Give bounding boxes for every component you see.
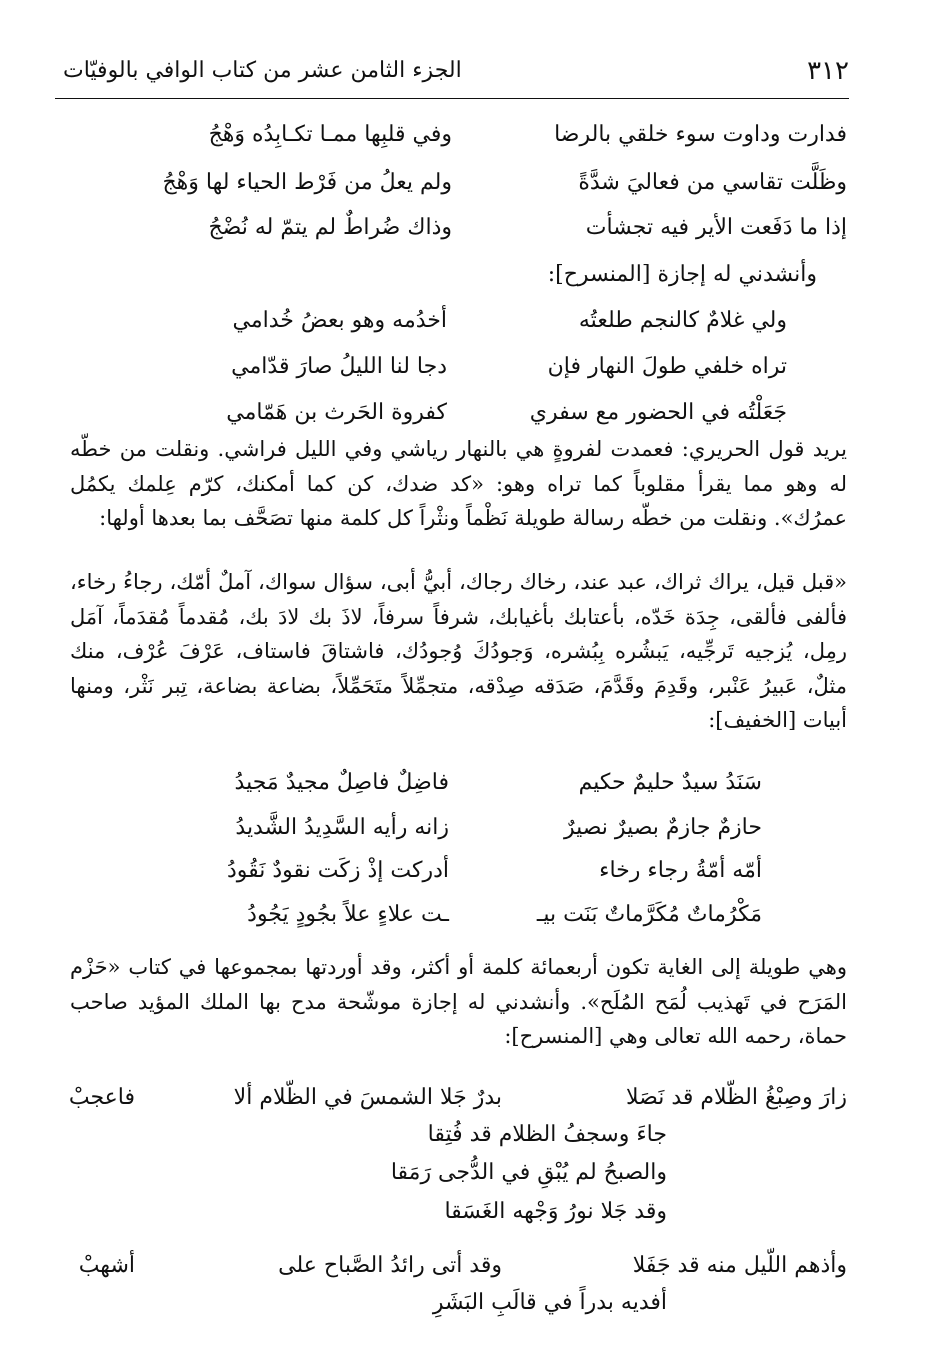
verse-second-hemistich: زانه رأيه السَّدِيدُ الشَّديدُ [235,815,449,840]
verse-part: بدرٌ جَلا الشمسَ في الظّلام ألا [233,1085,502,1110]
verse-line [87,170,847,204]
verse-line [87,122,847,156]
muwashshah-line [67,1085,847,1119]
verse-first-hemistich: حازمٌ جازمٌ بصيرٌ نصيرٌ [563,815,762,840]
verse-line [87,308,847,342]
page-header [55,48,849,99]
verse-line [87,815,847,849]
verse-first-hemistich: أمّه أمّةُ رجاء رخاء [599,858,762,883]
verse-part: أشهبْ [78,1253,135,1278]
muwashshah-subline: والصبحُ لم يُبْقِ في الدُّجى رَمَقا [390,1160,667,1185]
muwashshah-subline: وقد جَلا نورُ وَجْهه الغَسَقا [444,1199,667,1224]
verse-second-hemistich: ولم يعلُ من فَرْط الحياء لها وَهْجُ [162,170,452,195]
verse-line [87,400,847,434]
verse-second-hemistich: وفي قلبِها ممـا تكـابِدُه وَهْجُ [208,122,452,147]
verse-line [87,215,847,249]
verse-part: فاعجبْ [68,1085,135,1110]
verse-first-hemistich: إذا ما دَفَعت الأير فيه تجشأت [585,215,847,240]
verse-second-hemistich: كفروة الحَرث بن هَمّامي [226,400,447,425]
verse-line [87,770,847,804]
muwashshah-subline: جاءَ وسجفُ الظلام قد فُتِقا [427,1122,667,1147]
verse-part: زارَ وصِبْغُ الظّلام قد نَصَلا [626,1085,847,1110]
running-title: الجزء الثامن عشر من كتاب الوافي بالوفيّات [63,58,462,83]
verse-part: وقد أتى رائدُ الصَّباح على [278,1253,502,1278]
verse-first-hemistich: فدارت وداوت سوء خلقي بالرضا [554,122,847,147]
verse-first-hemistich: تراه خلفي طولَ النهار فإن [547,354,787,379]
verse-second-hemistich: وذاك ضُراطٌ لم يتمّ له نُضْجُ [208,215,452,240]
verse-line [87,902,847,936]
muwashshah-subline: أفديه بدراً في قالَبِ البَشَرِ [432,1290,667,1315]
verse-line [87,858,847,892]
paragraph: يريد قول الحريري: فعمدت لفروةٍ هي بالنهار رياشي وفي الليل فراشي. ونقلت من خطّه له وهو مما يقرأ مقلوباً كما تراه وهو: «كد ضدك، كن كما أمكنك، كرّم عِلمك يكمُل عمرُك». ونقلت من خطّه رسالة طويلة نَظْماً ونثْراً كل كلمة منها تصَحَّف بما بعدها أولها: [70,437,847,530]
verse-first-hemistich: ولي غلامٌ كالنجم طلعتُه [578,308,787,333]
page-number: ٣١٢ [807,56,849,86]
verse-part: وأذهم اللّيل منه قد جَفَلا [632,1253,847,1278]
verse-first-hemistich: جَعَلْتُه في الحضور مع سفري [529,400,787,425]
verse-first-hemistich: مَكْرُماتٌ مُكَرَّماتٌ بَنَت بيـ [536,902,762,927]
verse-second-hemistich: أخدُمه وهو بعضُ خُدامي [232,308,447,333]
paragraph: وهي طويلة إلى الغاية تكون أربعمائة كلمة أو أكثر، وقد أوردتها بمجموعها في كتاب «حَزْم المَرَح في تَهذيب لُمَح المُلَح». وأنشدني له إجازة موشّحة مدح بها الملك المؤيد صاحب حماة، رحمه الله تعالى وهي [المنسرح]: [70,955,847,1048]
verse-first-hemistich: وظَلَّت تقاسي من فعاليَ شدَّةً [578,170,847,195]
verse-second-hemistich: أدركت إذْ زكَت نقودٌ نَقُودُ [226,858,449,883]
verse-second-hemistich: فاضِلٌ فاصِلٌ مجيدٌ مَجيدُ [234,770,449,795]
paragraph: «قبل قيل، يراك ثراك، عبد عند، رخاك رجاك، أبيُّ أبى، سؤال سواك، آملٌ أمّك، رجاءُ رخاء، فألفى فألقى، جِدَة خَدّه، بأعتابك بأغيابك، شرفاً سرفاً، لاذَ بك لادَ بك، مُقدماً مُقدَماً، آمَل رمِل، يُزجيه تَرجِّيه، يَبشُره بِبُشره، وَجودُكَ وُجودُك، فاشتاقَ فاستاف، عَرْفَ عُرْف، منك مثلٌ، عَبيرُ عَنْبر، وقَدِمَ وقَدَّمَ، صَدَقه صِدْقه، متجمِّلاً متَحَمِّلاً، بضاعة بضاعة، تِبر نَثْر، ومنها أبيات [الخفيف]: [70,570,847,732]
verse-line [87,354,847,388]
intro-line: وأنشدني له إجازة [المنسرح]: [547,262,817,287]
verse-second-hemistich: دجا لنا الليلُ صارَ قدّامي [231,354,447,379]
verse-second-hemistich: ـت علاءٍ علاً بجُودٍ يَجُودُ [247,902,449,927]
muwashshah-line [67,1253,847,1287]
verse-first-hemistich: سَنَدُ سيدٌ حليمٌ حكيم [578,770,762,795]
